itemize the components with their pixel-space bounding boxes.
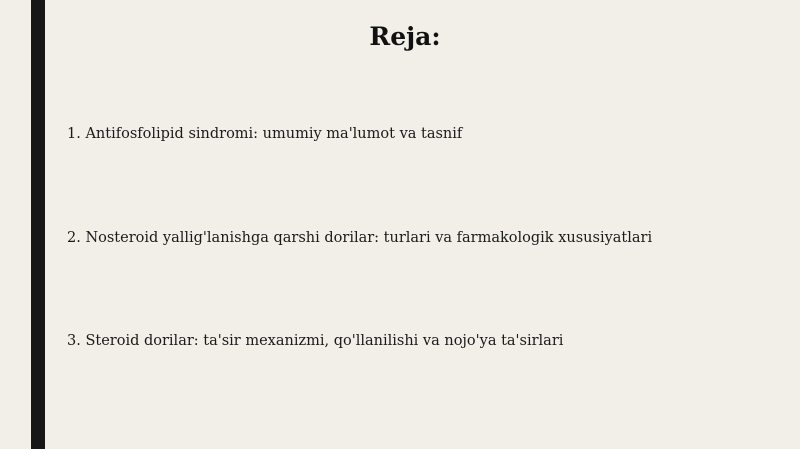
plan-item-1: 1. Antifosfolipid sindromi: umumiy ma'lumot va tasnif <box>67 126 463 142</box>
accent-bar <box>31 0 45 449</box>
plan-item-2: 2. Nosteroid yallig'lanishga qarshi dorilar: turlari va farmakologik xususiyatlari <box>67 230 653 246</box>
plan-item-3: 3. Steroid dorilar: ta'sir mexanizmi, qo'llanilishi va nojo'ya ta'sirlari <box>67 333 564 349</box>
slide-title: Reja: <box>369 22 441 51</box>
